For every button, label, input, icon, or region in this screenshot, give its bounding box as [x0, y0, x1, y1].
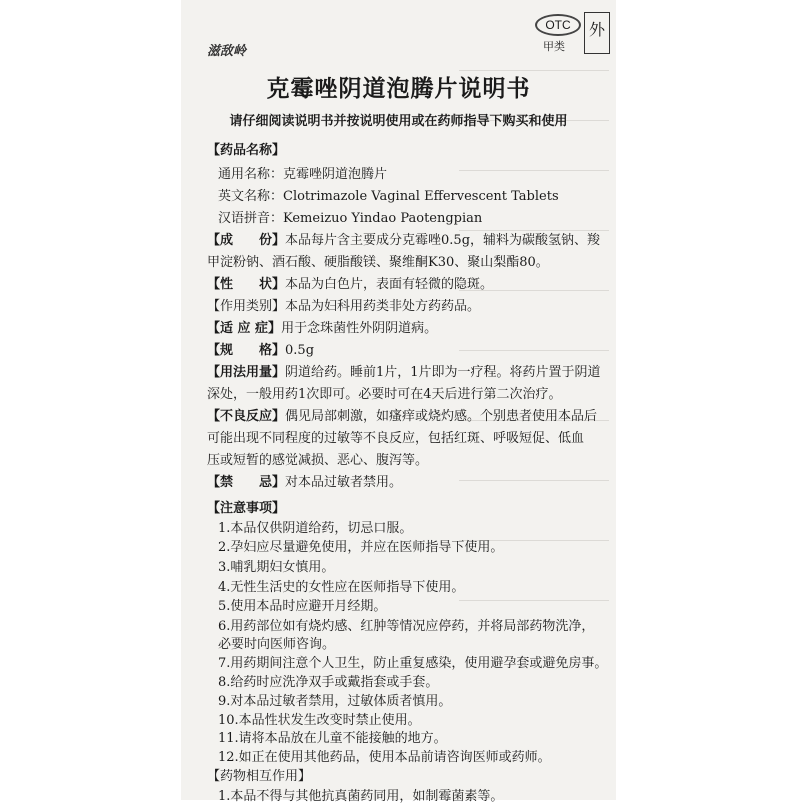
category-text: 本品为妇科用药类非处方药药品。 [285, 299, 481, 314]
precaution-item: 11.请将本品放在儿童不能接触的地方。 [218, 731, 447, 747]
brand-logo: 滋敌岭 [207, 44, 247, 59]
precaution-item: 5.使用本品时应避开月经期。 [218, 599, 387, 615]
precaution-item: 3.哺乳期妇女慎用。 [218, 560, 335, 576]
section-header-precautions: 【注意事项】 [207, 501, 286, 516]
appearance-label: 【性 状】 [207, 277, 286, 292]
indication-label: 【适 应 症】 [207, 321, 282, 336]
composition-text-1: 本品每片含主要成分克霉唑0.5g，辅料为碳酸氢钠、羧 [285, 233, 601, 248]
precaution-item: 7.用药期间注意个人卫生，防止重复感染，使用避孕套或避免房事。 [218, 655, 608, 671]
adverse-row [207, 405, 597, 424]
appearance-row [207, 273, 493, 292]
section-header-drug-name: 【药品名称】 [207, 143, 286, 158]
category-label: 【作用类别】 [207, 299, 286, 314]
interaction-item: 1.本品不得与其他抗真菌药同用，如制霉菌素等。 [218, 788, 504, 804]
precaution-item: 2.孕妇应尽量避免使用，并应在医师指导下使用。 [218, 540, 504, 556]
section-header-interactions: 【药物相互作用】 [207, 769, 312, 785]
otc-class-label: 甲类 [543, 40, 565, 53]
generic-name: 通用名称：克霉唑阴道泡腾片 [218, 167, 388, 182]
document-title: 克霉唑阴道泡腾片说明书 [266, 76, 531, 102]
composition-row [207, 229, 600, 248]
precaution-item-continued: 必要时向医师咨询。 [218, 637, 336, 653]
precaution-item: 6.用药部位如有烧灼感、红肿等情况应停药，并将局部药物洗净， [218, 619, 595, 635]
dosage-text-2: 深处，一般用药1次即可。必要时可在4天后进行第二次治疗。 [207, 387, 562, 402]
precaution-item: 12.如正在使用其他药品，使用本品前请咨询医师或药师。 [218, 750, 551, 766]
precaution-item: 1.本品仅供阴道给药，切忌口服。 [218, 520, 413, 536]
indication-row [207, 317, 437, 336]
contra-row [207, 471, 402, 490]
spec-label: 【规 格】 [207, 343, 286, 358]
pinyin-name: 汉语拼音：Kemeizuo Yindao Paotengpian [218, 211, 483, 226]
adverse-text-3: 压或短暂的感觉减损、恶心、腹泻等。 [207, 453, 429, 468]
precaution-item: 8.给药时应洗净双手或戴指套或手套。 [218, 674, 439, 690]
contra-text: 对本品过敏者禁用。 [285, 475, 403, 490]
spec-row [207, 339, 314, 358]
precaution-item: 4.无性生活史的女性应在医师指导下使用。 [218, 579, 465, 595]
category-row [207, 295, 480, 314]
appearance-text: 本品为白色片，表面有轻微的隐斑。 [285, 277, 494, 292]
indication-text: 用于念珠菌性外阴阴道病。 [281, 321, 438, 336]
adverse-label: 【不良反应】 [207, 409, 286, 424]
adverse-text-2: 可能出现不同程度的过敏等不良反应，包括红斑、呼吸短促、低血 [207, 431, 585, 446]
precaution-item: 10.本品性状发生改变时禁止使用。 [218, 712, 421, 728]
contra-label: 【禁 忌】 [207, 475, 286, 490]
composition-label: 【成 份】 [207, 233, 286, 248]
english-name: 英文名称：Clotrimazole Vaginal Effervescent Tablets [218, 189, 559, 204]
spec-text: 0.5g [285, 343, 315, 358]
composition-text-2: 甲淀粉钠、酒石酸、硬脂酸镁、聚维酮K30、聚山梨酯80。 [207, 255, 549, 270]
document-subtitle: 请仔细阅读说明书并按说明使用或在药师指导下购买和使用 [229, 114, 568, 129]
dosage-label: 【用法用量】 [207, 365, 286, 380]
precaution-item: 9.对本品过敏者禁用，过敏体质者慎用。 [218, 693, 452, 709]
external-use-badge: 外 [584, 12, 610, 54]
adverse-text-1: 偶见局部刺激，如瘙痒或烧灼感。个别患者使用本品后 [285, 409, 598, 424]
dosage-text-1: 阴道给药。睡前1片，1片即为一疗程。将药片置于阴道 [285, 365, 601, 380]
otc-badge: OTC [535, 14, 581, 36]
dosage-row [207, 361, 601, 380]
